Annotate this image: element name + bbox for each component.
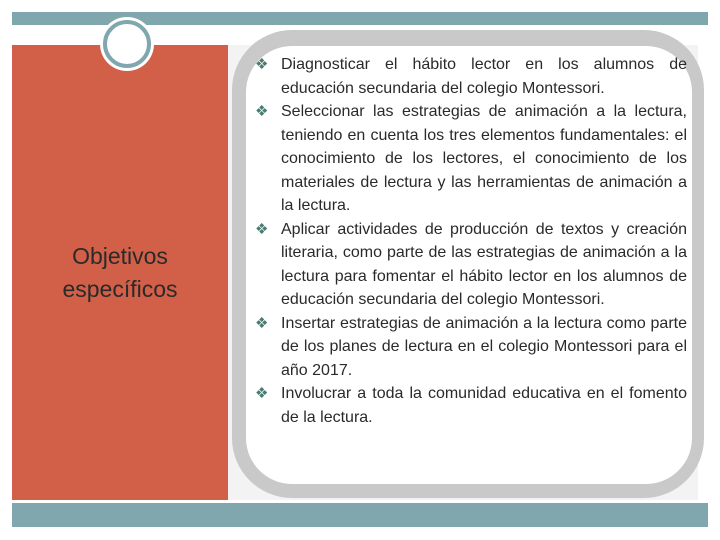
diamond-bullet-icon: ❖ [255,103,269,120]
list-item [252,312,687,383]
objectives-list [252,53,687,429]
slide-title: Objetivos específicos [62,243,178,302]
diamond-bullet-icon: ❖ [255,314,269,332]
list-item [252,218,687,312]
diamond-bullet-icon: ❖ [255,220,269,238]
objective-text: Insertar estrategias de animación a la lectura como parte de los planes de lectura en el colegio Montessori para el año 2017. [281,314,687,379]
bottom-accent-bar [12,503,708,527]
list-item [252,100,687,218]
list-item [252,382,687,429]
objective-text: Seleccionar las estrategias de animación a la lectura, teniendo en cuenta los tres elementos fundamentales: el conocimiento de los lectores, el conocimiento de los materiales de lectura y las herramientas de animación a la lectura. [281,103,687,214]
diamond-bullet-icon: ❖ [255,56,269,73]
objective-text: Aplicar actividades de producción de textos y creación literaria, como parte de las estrategias de animación a la lectura para fomentar el hábito lector en los alumnos de educación secundaria del colegio Montessori. [281,220,687,308]
ring-decoration-icon [103,20,151,68]
list-item [252,53,687,100]
diamond-bullet-icon: ❖ [255,385,269,402]
objective-text: Diagnosticar el hábito lector en los alumnos de educación secundaria del colegio Montessori. [281,56,687,97]
objective-text: Involucrar a toda la comunidad educativa en el fomento de la lectura. [281,385,687,426]
